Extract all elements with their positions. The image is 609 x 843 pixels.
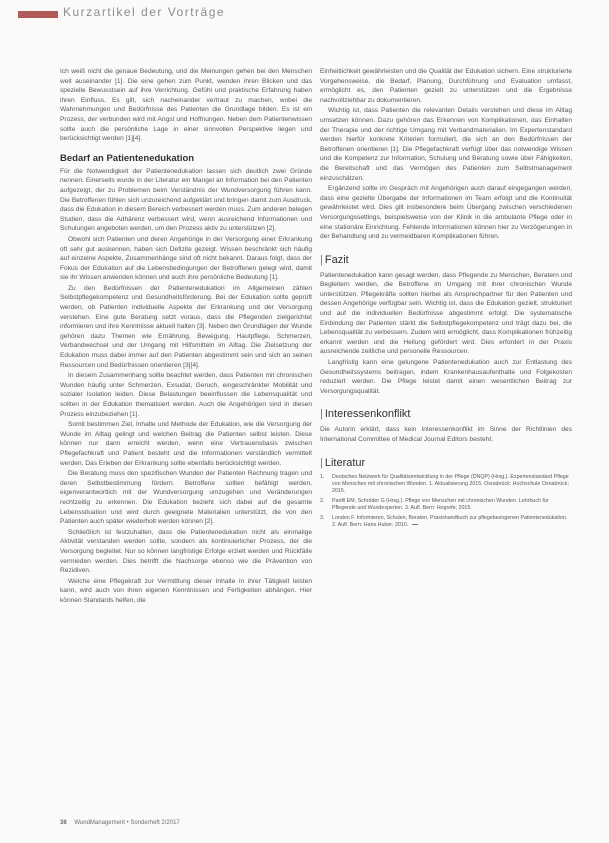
heading-literatur-label: Literatur xyxy=(324,456,366,469)
heading-fazit-label: Fazit xyxy=(324,253,349,266)
paragraph: Patientenedukation kann gesagt werden, dass Pflegende zu Menschen, Beratern und Begleitern werden, die Betroffene im Umgang mit ihrer chronischen Wunde unterstützen. Pflegekräfte sollten hierbei als Ansprechpartner für den Patienten und dessen Angehörige verfügbar sein. Wichtig ist, dass die Edukation gezielt, strukturiert und auf die individuellen Bedürfnisse abgestimmt erfolgt. Die systematische Einbindung der Patienten stärkt die Selbstpflegekompetenz und trägt dazu bei, die Lebensqualität zu verbessern. Zudem wird ermöglicht, dass Komplikationen frühzeitig erkannt werden und die Heilung gefördert wird. Dies erfordert in der Praxis ausreichende zeitliche und personelle Ressourcen. xyxy=(320,271,572,356)
reference-text: Deutsches Netzwerk für Qualitätsentwicklung in der Pflege (DNQP) (Hrsg.). Expertenstandard Pflege von Menschen mit chronischen Wunden. 1. Aktualisierung 2015. Osnabrück: Hochschule Osnabrück; 2015. xyxy=(332,473,569,494)
paragraph: In diesem Zusammenhang sollte beachtet werden, dass Patienten mit chronischen Wunden häufig unter Schmerzen, Exsudat, Geruch, eingeschränkter Mobilität und sozialer Isolation leiden. Diese Belastungen beeinflussen die Lebensqualität und sollten in der Edukation thematisiert werden. Auch die Angehörigen sind in diesen Prozess einzubeziehen [1]. xyxy=(60,372,312,418)
heading-bedarf: Bedarf an Patientenedukation xyxy=(60,152,195,164)
heading-interessenkonflikt-label: Interessenkonflikt xyxy=(324,408,411,421)
page-number: 38 xyxy=(60,820,67,826)
heading-interessenkonflikt: | Interessenkonflikt xyxy=(320,408,411,421)
reference-item: 1. Deutsches Netzwerk für Qualitätsentwicklung in der Pflege (DNQP) (Hrsg.). Expertenstandard Pflege von Menschen mit chronischen Wunden. 1. Aktualisierung 2015. Osnabrück: Hochschule Osnabrück; 2015. xyxy=(320,473,569,494)
section-header: Kurzartikel der Vorträge xyxy=(63,5,226,19)
paragraph: Die Beratung muss den spezifischen Wunden der Patienten Rechnung tragen und deren Selbstbestimmung fördern. Betroffene sollten befähigt werden, eigenverantwortlich mit der Wundversorgung umzugehen und Veränderungen rechtzeitig zu erkennen. Die Edukation bezieht sich dabei auf die gesamte Lebenssituation und wird durch geeignete Materialien unterstützt, die von den Patienten auch später wiederholt werden können [2]. xyxy=(60,470,312,526)
heading-fazit: | Fazit xyxy=(320,253,349,266)
paragraph: Die Autorin erklärt, dass kein Interessenkonflikt im Sinne der Richtlinien des International Committee of Medical Journal Editors besteht. xyxy=(320,426,572,443)
end-mark xyxy=(412,524,418,525)
heading-literatur: | Literatur xyxy=(320,456,366,469)
left-column xyxy=(60,67,312,606)
reference-text: Panfil EM, Schröder G (Hrsg.). Pflege von Menschen mit chronischen Wunden. Lehrbuch für Pflegende und Wundexperten. 3. Aufl. Bern: Hogrefe; 2015. xyxy=(332,497,549,511)
reference-list xyxy=(320,474,572,529)
right-column xyxy=(320,67,572,532)
reference-text: London F. Informieren, Schulen, Beraten. Praxishandbuch zur pflegebezogenen Patientenedukation. 2. Aufl. Bern: Hans Huber; 2010. xyxy=(332,514,568,528)
paragraph: Welche eine Pflegekraft zur Vermittlung dieser Inhalte in ihrer Tätigkeit leisten kann, wird auch von ihren eigenen Kenntnissen und Fertigkeiten abhängen. Hier können Standards helfen, die xyxy=(60,577,312,604)
paragraph: Einheitlichkeit gewährleisten und die Qualität der Edukation sichern. Eine strukturierte Vorgehensweise, die Bedarf, Planung, Durchführung und Evaluation umfasst, ermöglicht es, den Patienten gezielt zu unterstützen und die Ergebnisse nachvollziehbar zu dokumentieren. xyxy=(320,68,572,104)
reference-item: 3. London F. Informieren, Schulen, Beraten. Praxishandbuch zur pflegebezogenen Patientenedukation. 2. Aufl. Bern: Hans Huber; 2010. xyxy=(320,514,568,528)
paragraph: Wichtig ist, dass Patienten die relevanten Details verstehen und diese im Alltag umsetzen können. Dazu gehören das Erkennen von Komplikationen, das Einhalten der Therapie und der richtige Umgang mit Verbandmaterialien. Im Expertenstandard werden hierfür konkrete Kriterien formuliert, die sich an den Bedürfnissen der Betroffenen orientieren [1]. Die Pflegefachkraft verfügt über das notwendige Wissen und die Kompetenz zur Information, Schulung und Beratung sowie über Fähigkeiten, die Bereitschaft und das Vermögen des Patienten zum Selbstmanagement einzuschätzen. xyxy=(320,107,572,182)
paragraph: Zu den Bedürfnissen der Patientenedukation im Allgemeinen zählen Selbstpflegekompetenz und Gesundheitsförderung. Bei der Edukation sollte geprüft werden, ob Patienten individuelle Aspekte der Erkrankung und der Versorgung verstehen. Eine gute Beratung setzt voraus, dass die Pflegenden zielgerichtet informieren und ihre Kenntnisse aktuell halten [3]. Neben den Grundlagen der Wunde gehören dazu Themen wie Ernährung, Bewegung, Hautpflege, Schmerzen, Verbandwechsel und der Umgang mit Hilfsmitteln im Alltag. Die Zielsetzung der Edukation muss dabei immer auf den Patienten abgestimmt sein und sich an seinen Ressourcen und Bedürfnissen orientieren [3][4]. xyxy=(60,284,312,369)
paragraph: Somit bestimmen Ziel, Inhalte und Methode der Edukation, wie die Versorgung der Wunde im Alltag gelingt und welchen Beitrag die Patienten selbst leisten. Diese können nur dann erreicht werden, wenn eine Vertrauensbasis zwischen Pflegefachkraft und Patient besteht und die Informationen verständlich vermittelt werden. Das Erleben der Erkrankung sollte ebenfalls berücksichtigt werden. xyxy=(60,421,312,467)
paragraph: Schließlich ist festzuhalten, dass die Patientenedukation nicht als einmalige Aktivität verstanden werden sollte, sondern als kontinuierlicher Prozess, der die Versorgung begleitet. Nur so können langfristige Erfolge erzielt werden und Rückfälle vermieden werden. Dies betrifft die Nachsorge ebenso wie die Prävention von Rezidiven. xyxy=(60,528,312,575)
header-bar xyxy=(18,11,58,18)
paragraph: Für die Notwendigkeit der Patientenedukation lassen sich deutlich zwei Gründe nennen. Einerseits wurde in der Literatur ein Mangel an Information bei den Patienten aufgezeigt, der zu Problemen beim Verständnis der Wundversorgung führen kann. Die Betroffenen fühlen sich unzureichend aufgeklärt und bringen damit zum Ausdruck, dass die Edukation in diesem Bereich verbessert werden muss. Zum anderen belegen Studien, dass die Adhärenz verbessert wird, wenn ausreichend Informationen und Schulungen angeboten werden, um den Prozess aktiv zu unterstützen [2]. xyxy=(60,167,312,233)
journal-name: WundManagement • Sonderheft 2/2017 xyxy=(74,820,180,826)
paragraph: Obwohl sich Patienten und deren Angehörige in der Versorgung einer Erkrankung oft sehr gut auskennen, haben sich Defizite gezeigt. Wissen beschränkt sich häufig auf einzelne Aspekte, Zusammenhänge sind oft nicht bekannt. Daraus folgt, dass der Fokus der Edukation auf die Lebensbedingungen der Betroffenen gelegt wird, damit sie ihr Wissen anwenden können und auch ihre persönliche Bedeutung [1]. xyxy=(60,235,312,282)
paragraph: Ich weiß nicht die genaue Bedeutung, und die Meinungen gehen bei den Menschen weit auseinander [1]. Die eine gehen zum Punkt, wenden ihren Blicken und das spezielle Bewusstsein auf ihre Verrichtung. Gefühl und praktische Erfahrung haben ihren Einfluss. Es gilt, sich nacheinander vertraut zu machen, wobei die Wahrnehmungen und Bedürfnisse des Patienten die Grundlage bilden. Es ist ein Prozess, der verbunden wird mit Angst und Hoffnungen. Neben dem Patientenwissen sollte auch die persönliche Lage in einer sinnvollen Perspektive liegen und berücksichtigt werden [1][4]. xyxy=(60,68,312,143)
page-footer xyxy=(60,820,180,826)
reference-item: 2. Panfil EM, Schröder G (Hrsg.). Pflege von Menschen mit chronischen Wunden. Lehrbuch für Pflegende und Wundexperten. 3. Aufl. Bern: Hogrefe; 2015. xyxy=(320,497,549,511)
paragraph: Langfristig kann eine gelungene Patientenedukation auch zur Entlastung des Gesundheitssystems beitragen, indem Krankenhausaufenthalte und Folgekosten reduziert werden. Die Pflege leistet damit einen wesentlichen Beitrag zur Versorgungsqualität. xyxy=(320,359,572,395)
paragraph: Ergänzend sollte im Gespräch mit Angehörigen auch darauf eingegangen werden, dass eine gezielte Übergabe der Informationen im Team erfolgt und die Kontinuität gewährleistet wird. Dies gilt insbesondere beim Übergang zwischen verschiedenen Versorgungssettings, beispielsweise von der Klinik in die ambulante Pflege oder in eine stationäre Einrichtung. Fehlende Informationen können hier zu Verzögerungen in der Behandlung und zu vermeidbaren Komplikationen führen. xyxy=(320,185,572,241)
